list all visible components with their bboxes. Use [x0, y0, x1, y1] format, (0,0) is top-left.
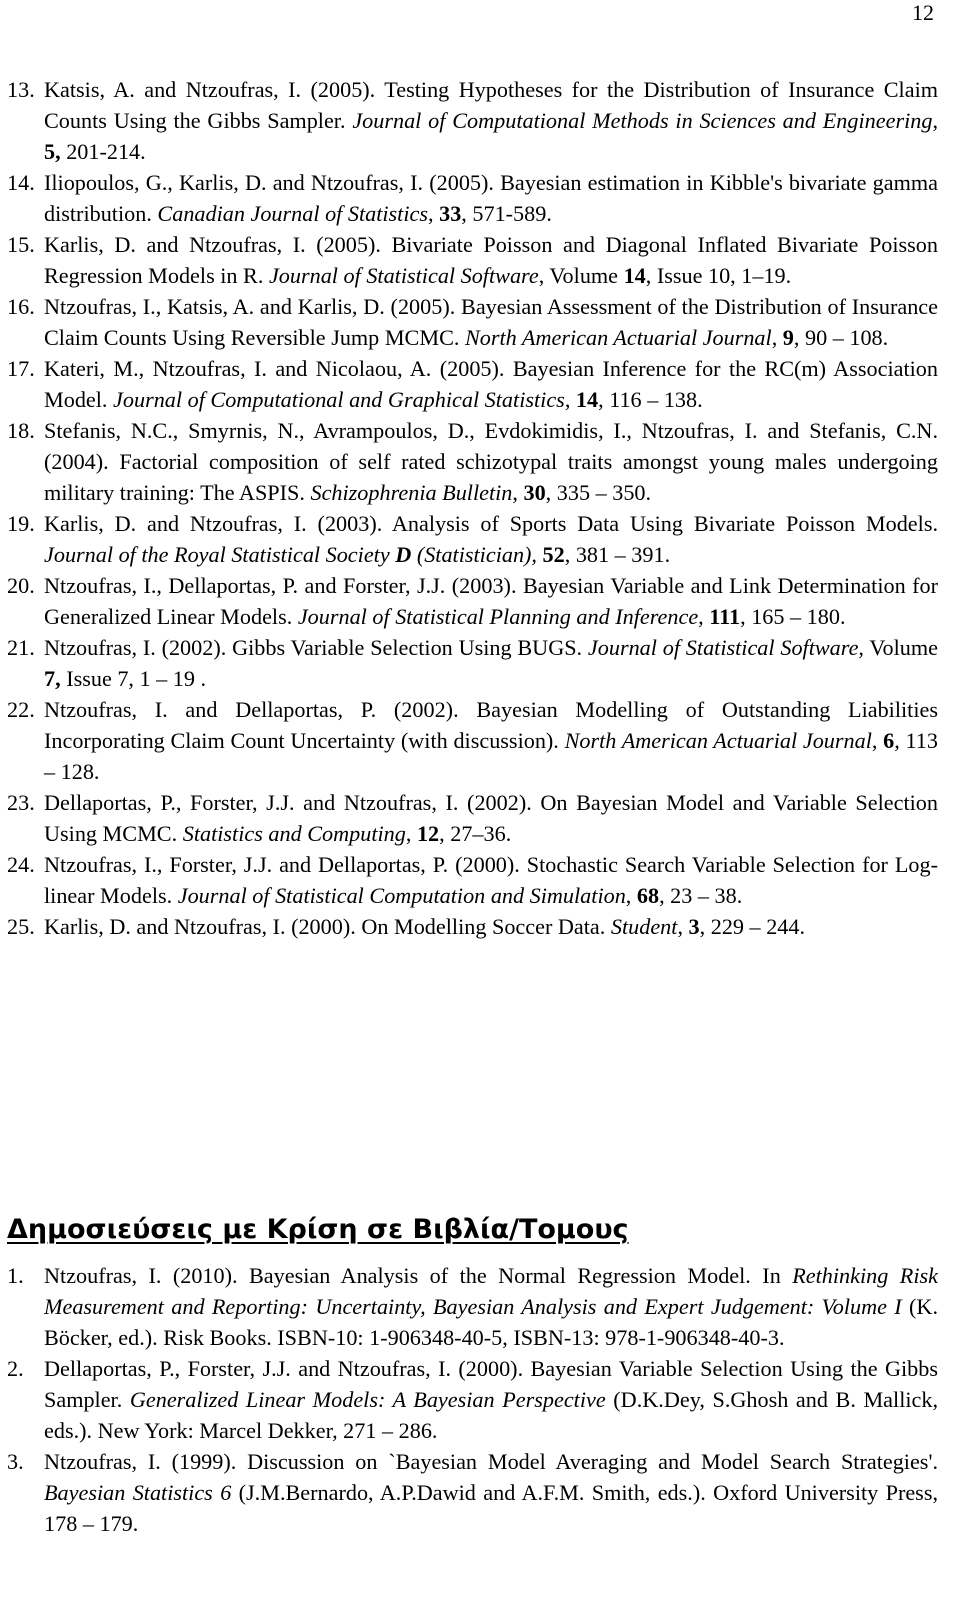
book-chapter-number: 2.	[7, 1356, 24, 1381]
book-chapter-item: 1. Ntzoufras, I. (2010). Bayesian Analysis of the Normal Regression Model. In Rethinking Risk Measurement and Reporting: Uncertainty, Bayesian Analysis and Expert Judgement: Volume I (K. Böcker, ed.). Risk Books. ISBN-10: 1-906348-40-5, ISBN-13: 978-1-906348-40-3.	[0, 1260, 960, 1353]
reference-item: 25. Karlis, D. and Ntzoufras, I. (2000). On Modelling Soccer Data. Student, 3, 229 – 244.	[0, 911, 960, 942]
section-heading: Δημοσιεύσεις με Κρίση σε Βιβλία/Τομους	[7, 1214, 629, 1245]
journal-references-list	[0, 74, 960, 942]
reference-number: 15.	[7, 232, 35, 257]
reference-item: 16. Ntzoufras, I., Katsis, A. and Karlis, D. (2005). Bayesian Assessment of the Distribution of Insurance Claim Counts Using Reversible Jump MCMC. North American Actuarial Journal, 9, 90 – 108.	[0, 291, 960, 353]
book-chapter-item: 3. Ntzoufras, I. (1999). Discussion on `Bayesian Model Averaging and Model Search Strategies'. Bayesian Statistics 6 (J.M.Bernardo, A.P.Dawid and A.F.M. Smith, eds.). Oxford University Press, 178 – 179.	[0, 1446, 960, 1539]
reference-item: 23. Dellaportas, P., Forster, J.J. and Ntzoufras, I. (2002). On Bayesian Model and Variable Selection Using MCMC. Statistics and Computing, 12, 27–36.	[0, 787, 960, 849]
reference-number: 19.	[7, 511, 35, 536]
book-chapter-item: 2. Dellaportas, P., Forster, J.J. and Ntzoufras, I. (2000). Bayesian Variable Selection Using the Gibbs Sampler. Generalized Linear Models: A Bayesian Perspective (D.K.Dey, S.Ghosh and B. Mallick, eds.). New York: Marcel Dekker, 271 – 286.	[0, 1353, 960, 1446]
reference-item: 20. Ntzoufras, I., Dellaportas, P. and Forster, J.J. (2003). Bayesian Variable and Link Determination for Generalized Linear Models. Journal of Statistical Planning and Inference, 111, 165 – 180.	[0, 570, 960, 632]
book-chapter-number: 1.	[7, 1263, 24, 1288]
reference-number: 24.	[7, 852, 35, 877]
book-chapter-number: 3.	[7, 1449, 24, 1474]
reference-number: 25.	[7, 914, 35, 939]
reference-number: 17.	[7, 356, 35, 381]
reference-item: 19. Karlis, D. and Ntzoufras, I. (2003). Analysis of Sports Data Using Bivariate Poisson Models. Journal of the Royal Statistical Society D (Statistician), 52, 381 – 391.	[0, 508, 960, 570]
reference-number: 18.	[7, 418, 35, 443]
page-number: 12	[912, 0, 934, 25]
reference-item: 24. Ntzoufras, I., Forster, J.J. and Dellaportas, P. (2000). Stochastic Search Variable Selection for Log-linear Models. Journal of Statistical Computation and Simulation, 68, 23 – 38.	[0, 849, 960, 911]
reference-item: 14. Iliopoulos, G., Karlis, D. and Ntzoufras, I. (2005). Bayesian estimation in Kibble's bivariate gamma distribution. Canadian Journal of Statistics, 33, 571-589.	[0, 167, 960, 229]
reference-item: 18. Stefanis, N.C., Smyrnis, N., Avrampoulos, D., Evdokimidis, I., Ntzoufras, I. and Stefanis, C.N. (2004). Factorial composition of self rated schizotypal traits amongst young males undergoing military training: The ASPIS. Schizophrenia Bulletin, 30, 335 – 350.	[0, 415, 960, 508]
reference-number: 21.	[7, 635, 35, 660]
reference-number: 22.	[7, 697, 35, 722]
reference-item: 21. Ntzoufras, I. (2002). Gibbs Variable Selection Using BUGS. Journal of Statistical Software, Volume 7, Issue 7, 1 – 19 .	[0, 632, 960, 694]
reference-item: 17. Kateri, M., Ntzoufras, I. and Nicolaou, A. (2005). Bayesian Inference for the RC(m) Association Model. Journal of Computational and Graphical Statistics, 14, 116 – 138.	[0, 353, 960, 415]
reference-item: 13. Katsis, A. and Ntzoufras, I. (2005). Testing Hypotheses for the Distribution of Insurance Claim Counts Using the Gibbs Sampler. Journal of Computational Methods in Sciences and Engineering, 5, 201-214.	[0, 74, 960, 167]
reference-number: 13.	[7, 77, 35, 102]
reference-number: 16.	[7, 294, 35, 319]
reference-number: 14.	[7, 170, 35, 195]
reference-item: 15. Karlis, D. and Ntzoufras, I. (2005). Bivariate Poisson and Diagonal Inflated Bivariate Poisson Regression Models in R. Journal of Statistical Software, Volume 14, Issue 10, 1–19.	[0, 229, 960, 291]
reference-number: 20.	[7, 573, 35, 598]
book-chapters-list	[0, 1260, 960, 1539]
reference-item: 22. Ntzoufras, I. and Dellaportas, P. (2002). Bayesian Modelling of Outstanding Liabilities Incorporating Claim Count Uncertainty (with discussion). North American Actuarial Journal, 6, 113 – 128.	[0, 694, 960, 787]
reference-number: 23.	[7, 790, 35, 815]
